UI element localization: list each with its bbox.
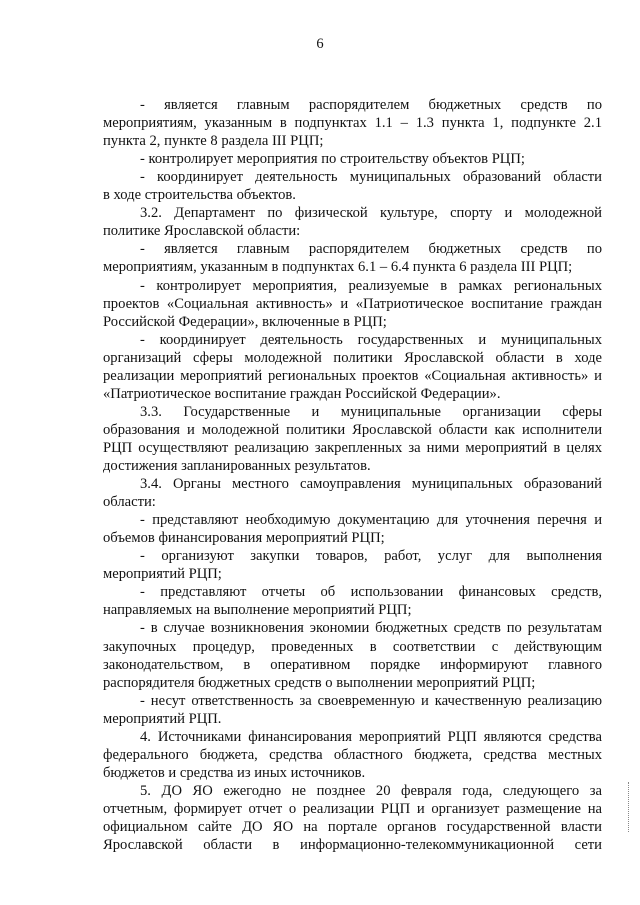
text-line: - координирует деятельность государственных и муниципальных — [140, 331, 602, 348]
text-line: 4. Источниками финансирования мероприятий РЦП являются средства — [140, 728, 602, 745]
text-line: мероприятиям, указанным в подпунктах 6.1 – 6.4 пункта 6 раздела III РЦП; — [103, 259, 573, 276]
text-line: - контролирует мероприятия, реализуемые в рамках региональных — [140, 277, 602, 294]
text-line: политике Ярославской области: — [103, 223, 301, 240]
text-line: реализации мероприятий региональных проектов «Социальная активность» и — [103, 367, 602, 384]
scan-edge-mark — [628, 782, 630, 832]
text-line: отчетным, формирует отчет о реализации РЦП и организует размещение на — [103, 800, 602, 817]
text-line: достижения запланированных результатов. — [103, 458, 371, 474]
page-number: 6 — [316, 36, 324, 52]
text-line: - представляют отчеты об использовании финансовых средств, — [140, 584, 602, 601]
text-line: направляемых на выполнение мероприятий РЦП; — [103, 602, 412, 619]
text-line: - координирует деятельность муниципальных образований области — [140, 169, 602, 186]
text-line: организаций сферы молодежной политики Ярославской области в ходе — [103, 349, 602, 366]
text-line: Российской Федерации», включенные в РЦП; — [103, 313, 387, 330]
text-line: - контролирует мероприятия по строительству объектов РЦП; — [140, 151, 525, 168]
text-line: закупочных процедур, проведенных в соответствии с действующим — [103, 638, 602, 655]
text-line: 5. ДО ЯО ежегодно не позднее 20 февраля года, следующего за — [140, 782, 602, 799]
text-line: мероприятий РЦП. — [103, 710, 222, 727]
text-line: образования и молодежной политики Ярославской области как исполнители — [103, 421, 602, 438]
text-line: 3.3. Государственные и муниципальные организации сферы — [140, 403, 602, 420]
text-line: законодательством, в оперативном порядке информируют главного — [103, 656, 602, 673]
text-line: проектов «Социальная активность» и «Патриотическое воспитание граждан — [103, 295, 602, 312]
text-line: - несут ответственность за своевременную и качественную реализацию — [140, 692, 602, 709]
text-line: мероприятиям, указанным в подпунктах 1.1 – 1.3 пункта 1, подпункте 2.1 — [103, 115, 602, 132]
text-line: «Патриотическое воспитание граждан Российской Федерации». — [103, 385, 501, 402]
text-line: федерального бюджета, средства областного бюджета, средства местных — [103, 746, 602, 763]
text-line: распорядителя бюджетных средств о выполнении мероприятий РЦП; — [103, 674, 536, 691]
text-line: официальном сайте ДО ЯО на портале органов государственной власти — [103, 819, 602, 835]
text-line: - организуют закупки товаров, работ, услуг для выполнения — [140, 548, 602, 565]
text-line: Ярославской области в информационно-телекоммуникационной сети — [103, 837, 602, 854]
text-line: бюджетов и средства из иных источников. — [103, 764, 366, 781]
text-line: пункта 2, пункте 8 раздела III РЦП; — [103, 133, 324, 150]
text-line: 3.4. Органы местного самоуправления муниципальных образований — [140, 476, 602, 493]
text-line: - является главным распорядителем бюджетных средств по — [140, 97, 602, 113]
text-line: области: — [103, 494, 156, 511]
text-line: в ходе строительства объектов. — [103, 187, 296, 204]
text-line: - представляют необходимую документацию для уточнения перечня и — [140, 512, 602, 529]
text-line: объемов финансирования мероприятий РЦП; — [103, 530, 385, 547]
text-line: - в случае возникновения экономии бюджетных средств по результатам — [140, 620, 602, 637]
text-line: 3.2. Департамент по физической культуре, спорту и молодежной — [140, 205, 602, 222]
text-line: - является главным распорядителем бюджетных средств по — [140, 241, 602, 258]
text-line: мероприятий РЦП; — [103, 566, 222, 583]
text-line: РЦП осуществляют реализацию закрепленных за ними мероприятий в целях — [103, 439, 602, 456]
